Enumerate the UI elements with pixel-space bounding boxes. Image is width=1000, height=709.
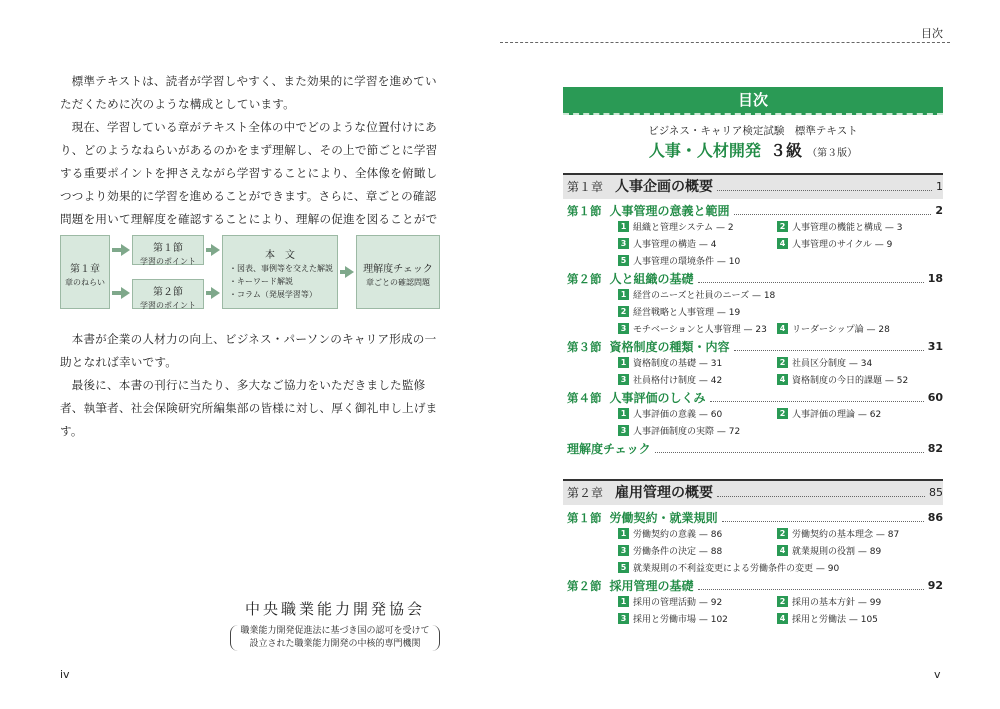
intro-paragraph: 現在、学習している章がテキスト全体の中でどのような位置付けにあり、どのようなねらいがあるのかをまず理解し、その上で節ごとに学習する重要ポイントを押さえながら学習することにより、全体像を俯瞰しつつより効果的に学習を進めることができます。さらに、章ごとの確認問題を用いて理解度を確認することにより、理解の促進を図ることがで bbox=[60, 120, 438, 226]
toc-item[interactable] bbox=[618, 612, 728, 625]
intro-text bbox=[60, 70, 440, 254]
item-text: 採用と労働市場 — 102 bbox=[633, 615, 728, 625]
item-number: 3 bbox=[618, 545, 629, 556]
item-text: 労働条件の決定 — 88 bbox=[633, 547, 723, 557]
chapter-page: 1 bbox=[936, 179, 943, 193]
item-number: 3 bbox=[618, 323, 629, 334]
section-label: 第１節 bbox=[567, 510, 602, 525]
toc-item[interactable] bbox=[618, 305, 740, 318]
toc-item[interactable] bbox=[618, 424, 740, 437]
toc-item[interactable] bbox=[777, 322, 890, 335]
section-page: 18 bbox=[927, 272, 943, 285]
section-title: 人事管理の意義と範囲 bbox=[609, 204, 730, 218]
item-text: 経営戦略と人事管理 — 19 bbox=[633, 308, 741, 318]
flow-section1-title: 第１節 bbox=[153, 243, 183, 254]
item-number: 1 bbox=[618, 528, 629, 539]
closing-text bbox=[60, 328, 440, 443]
section-label: 第３節 bbox=[567, 339, 602, 354]
toc-section[interactable] bbox=[567, 577, 943, 594]
page-number-left: iv bbox=[60, 668, 70, 681]
section-page: 2 bbox=[935, 204, 943, 217]
flow-main-item: ・コラム（発展学習等） bbox=[229, 290, 317, 299]
closing-paragraph: 本書が企業の人材力の向上、ビジネス・パーソンのキャリア形成の一助となれば幸いです。 bbox=[60, 332, 437, 369]
toc-item[interactable] bbox=[618, 322, 767, 335]
item-text: 人事管理のサイクル — 9 bbox=[792, 240, 893, 250]
flow-section2-sub: 学習のポイント bbox=[140, 301, 196, 310]
item-text: 労働契約の意義 — 86 bbox=[633, 530, 723, 540]
section-label: 第２節 bbox=[567, 271, 602, 286]
series-subtitle: ビジネス・キャリア検定試験 標準テキスト bbox=[648, 125, 858, 137]
item-text: 資格制度の基礎 — 31 bbox=[633, 359, 723, 369]
flow-main-title: 本 文 bbox=[265, 250, 295, 261]
page-number-right: v bbox=[934, 668, 941, 681]
toc-item[interactable] bbox=[777, 373, 908, 386]
item-number: 2 bbox=[618, 306, 629, 317]
toc-item[interactable] bbox=[618, 356, 722, 369]
toc-item[interactable] bbox=[618, 288, 775, 301]
toc-item[interactable] bbox=[618, 595, 722, 608]
publisher-block bbox=[230, 598, 440, 651]
publisher-desc: 設立された職業能力開発の中核的専門機関 bbox=[249, 639, 421, 649]
book-level: ３級 bbox=[770, 141, 803, 160]
toc-item[interactable] bbox=[618, 254, 740, 267]
item-text: 人事管理の機能と構成 — 3 bbox=[792, 223, 903, 233]
chapter-page: 85 bbox=[929, 485, 943, 499]
intro-paragraph: 標準テキストは、読者が学習しやすく、また効果的に学習を進めていただくために次のような構成としています。 bbox=[60, 74, 437, 111]
item-number: 4 bbox=[777, 238, 788, 249]
toc-chapter[interactable] bbox=[567, 482, 943, 502]
toc-section[interactable] bbox=[567, 202, 943, 219]
section-label: 第１節 bbox=[567, 203, 602, 218]
flow-section1-box bbox=[132, 235, 204, 265]
toc-item[interactable] bbox=[777, 544, 881, 557]
section-page: 86 bbox=[927, 511, 943, 524]
flow-section2-title: 第２節 bbox=[153, 287, 183, 298]
flow-arrow bbox=[121, 287, 130, 299]
item-number: 1 bbox=[618, 596, 629, 607]
toc-item[interactable] bbox=[777, 237, 892, 250]
section-label: 第４節 bbox=[567, 390, 602, 405]
item-text: 社員区分制度 — 34 bbox=[792, 359, 873, 369]
item-text: 組織と管理システム — 2 bbox=[633, 223, 734, 233]
flow-chapter-sub: 章のねらい bbox=[65, 278, 105, 287]
item-text: 就業規則の不利益変更による労働条件の変更 — 90 bbox=[633, 564, 840, 574]
toc-section[interactable] bbox=[567, 270, 943, 287]
section-title: 人と組織の基礎 bbox=[609, 272, 694, 286]
flow-arrow bbox=[345, 266, 354, 278]
item-text: 採用の基本方針 — 99 bbox=[792, 598, 882, 608]
publisher-desc: 職業能力開発促進法に基づき国の認可を受けて bbox=[240, 626, 430, 636]
item-text: 採用の管理活動 — 92 bbox=[633, 598, 723, 608]
item-text: 経営のニーズと社員のニーズ — 18 bbox=[633, 291, 776, 301]
item-number: 4 bbox=[777, 323, 788, 334]
item-number: 1 bbox=[618, 408, 629, 419]
toc-section[interactable] bbox=[567, 440, 943, 457]
item-text: 人事評価の理論 — 62 bbox=[792, 410, 882, 420]
flow-arrow bbox=[121, 244, 130, 256]
toc-item[interactable] bbox=[618, 407, 722, 420]
item-text: 人事管理の構造 — 4 bbox=[633, 240, 717, 250]
item-number: 1 bbox=[618, 289, 629, 300]
section-title: 人事評価のしくみ bbox=[609, 391, 706, 405]
toc-item[interactable] bbox=[777, 527, 899, 540]
item-text: 人事管理の環境条件 — 10 bbox=[633, 257, 741, 267]
item-text: 人事評価の意義 — 60 bbox=[633, 410, 723, 420]
item-number: 2 bbox=[777, 528, 788, 539]
book-edition: （第３版） bbox=[807, 148, 858, 159]
running-header: 目次 bbox=[921, 27, 943, 40]
flow-check-sub: 章ごとの確認問題 bbox=[366, 278, 430, 287]
section-title: 理解度チェック bbox=[567, 442, 651, 456]
toc-section[interactable] bbox=[567, 509, 943, 526]
chapter-label: 第１章 bbox=[567, 179, 604, 194]
toc-section[interactable] bbox=[567, 338, 943, 355]
item-text: 採用と労働法 — 105 bbox=[792, 615, 878, 625]
book-title: 人事・人材開発 bbox=[648, 141, 761, 160]
item-text: 人事評価制度の実際 — 72 bbox=[633, 427, 741, 437]
flow-chapter-title: 第１章 bbox=[70, 264, 100, 275]
flow-arrow bbox=[211, 244, 220, 256]
toc-item[interactable] bbox=[777, 356, 872, 369]
item-number: 1 bbox=[618, 221, 629, 232]
section-title: 採用管理の基礎 bbox=[609, 579, 694, 593]
flow-main-item: ・キーワード解説 bbox=[229, 277, 293, 286]
flow-check-title: 理解度チェック bbox=[363, 264, 433, 275]
header-divider bbox=[500, 42, 950, 43]
chapter-title: 雇用管理の概要 bbox=[615, 485, 714, 501]
section-page: 60 bbox=[927, 391, 943, 404]
item-number: 3 bbox=[618, 238, 629, 249]
toc-item[interactable] bbox=[777, 612, 878, 625]
toc-item[interactable] bbox=[618, 373, 722, 386]
toc-item[interactable] bbox=[618, 544, 722, 557]
item-number: 3 bbox=[618, 613, 629, 624]
item-number: 4 bbox=[777, 374, 788, 385]
section-page: 92 bbox=[927, 579, 943, 592]
flow-section1-sub: 学習のポイント bbox=[140, 257, 196, 266]
section-label: 第２節 bbox=[567, 578, 602, 593]
item-text: 就業規則の役割 — 89 bbox=[792, 547, 882, 557]
item-number: 5 bbox=[618, 255, 629, 266]
chapter-label: 第２章 bbox=[567, 485, 604, 500]
item-number: 2 bbox=[777, 596, 788, 607]
flow-chapter-box bbox=[60, 235, 110, 309]
toc-item[interactable] bbox=[618, 527, 722, 540]
toc-item[interactable] bbox=[777, 595, 881, 608]
flow-check-box bbox=[356, 235, 440, 309]
item-number: 2 bbox=[777, 408, 788, 419]
item-number: 5 bbox=[618, 562, 629, 573]
toc-item[interactable] bbox=[618, 561, 839, 574]
item-number: 3 bbox=[618, 425, 629, 436]
item-number: 2 bbox=[777, 357, 788, 368]
publisher-name: 中央職業能力開発協会 bbox=[244, 600, 425, 618]
chapter-title: 人事企画の概要 bbox=[615, 179, 714, 195]
flow-main-box bbox=[222, 235, 338, 309]
item-number: 3 bbox=[618, 374, 629, 385]
toc-item[interactable] bbox=[777, 407, 881, 420]
section-page: 31 bbox=[927, 340, 943, 353]
toc-banner: 目次 bbox=[563, 87, 943, 115]
item-text: モチベーションと人事管理 — 23 bbox=[633, 325, 767, 335]
section-title: 資格制度の種類・内容 bbox=[609, 340, 730, 354]
flow-section2-box bbox=[132, 279, 204, 309]
item-text: リーダーシップ論 — 28 bbox=[792, 325, 890, 335]
closing-paragraph: 最後に、本書の刊行に当たり、多大なご協力をいただきました監修者、執筆者、社会保険研究所編集部の皆様に対し、厚く御礼申し上げます。 bbox=[60, 378, 438, 438]
toc-item[interactable] bbox=[618, 220, 734, 233]
flow-arrow bbox=[211, 287, 220, 299]
flow-main-item: ・図表、事例等を交えた解説 bbox=[229, 264, 333, 273]
toc-item[interactable] bbox=[618, 237, 716, 250]
structure-flow-diagram bbox=[60, 233, 440, 313]
item-number: 4 bbox=[777, 613, 788, 624]
item-text: 資格制度の今日的課題 — 52 bbox=[792, 376, 909, 386]
toc-item[interactable] bbox=[777, 220, 902, 233]
item-text: 労働契約の基本理念 — 87 bbox=[792, 530, 900, 540]
section-page: 82 bbox=[927, 442, 943, 455]
item-number: 1 bbox=[618, 357, 629, 368]
item-number: 4 bbox=[777, 545, 788, 556]
toc-chapter[interactable] bbox=[567, 176, 943, 196]
item-text: 社員格付け制度 — 42 bbox=[633, 376, 723, 386]
item-number: 2 bbox=[777, 221, 788, 232]
toc-section[interactable] bbox=[567, 389, 943, 406]
section-title: 労働契約・就業規則 bbox=[609, 511, 718, 525]
